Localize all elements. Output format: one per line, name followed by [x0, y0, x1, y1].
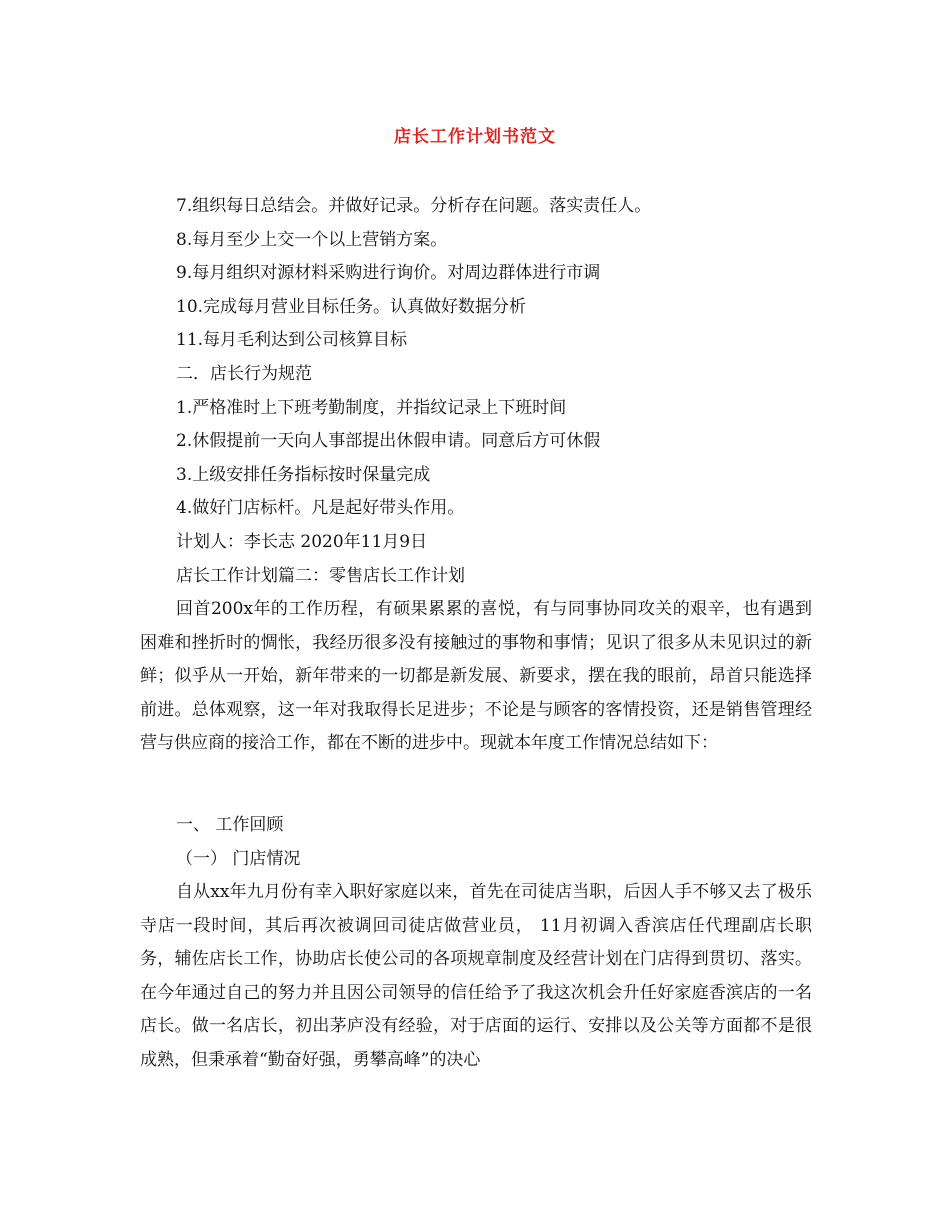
subtitle-line: 店长工作计划篇二：零售店长工作计划 [176, 566, 465, 586]
section-heading: 一、 工作回顾 [176, 815, 284, 835]
text-line: 9.每月组织对源材料采购进行询价。对周边群体进行市调 [176, 263, 601, 283]
subsection-heading: （一） 门店情况 [176, 849, 301, 869]
text-line: 3.上级安排任务指标按时保量完成 [176, 465, 431, 485]
text-line: 11.每月毛利达到公司核算目标 [176, 330, 408, 350]
text-line: 10.完成每月营业目标任务。认真做好数据分析 [176, 297, 527, 317]
paragraph-store-situation: 自从xx年九月份有幸入职好家庭以来，首先在司徒店当职，后因人手不够又去了极乐寺店一段时间，其后再次被调回司徒店做营业员， 11月初调入香滨店任代理副店长职务，辅佐店长工作，协助店长使公司的各项规章制度及经营计划在门店得到贯切、落实。在今年通过自己的努力并且因公司领导的信任给予了我这次机会升任好家庭香滨店的一名店长。做一名店长，初出茅庐没有经验，对于店面的运行、安排以及公关等方面都不是很成熟，但秉承着“勤奋好强，勇攀高峰”的决心 [140, 882, 812, 1070]
text-line: 1.严格准时上下班考勤制度，并指纹记录上下班时间 [176, 398, 567, 418]
text-line: 2.休假提前一天向人事部提出休假申请。同意后方可休假 [176, 431, 601, 451]
text-line: 4.做好门店标杆。凡是起好带头作用。 [176, 498, 465, 518]
paragraph-review: 回首200x年的工作历程，有硕果累累的喜悦，有与同事协同攻关的艰辛，也有遇到困难和挫折时的惆怅，我经历很多没有接触过的事物和事情；见识了很多从未见识过的新鲜；似乎从一开始，新年带来的一切都是新发展、新要求，摆在我的眼前，昂首只能选择前进。总体观察，这一年对我取得长足进步；不论是与顾客的客情投资，还是销售管理经营与供应商的接洽工作，都在不断的进步中。现就本年度工作情况总结如下： [140, 599, 812, 754]
text-line: 8.每月至少上交一个以上营销方案。 [176, 230, 448, 250]
text-line: 7.组织每日总结会。并做好记录。分析存在问题。落实责任人。 [176, 196, 652, 216]
document-title: 店长工作计划书范文 [394, 127, 556, 147]
signature-line: 计划人：李长志 2020年11月9日 [176, 532, 428, 552]
section-heading: 二．店长行为规范 [176, 364, 312, 384]
